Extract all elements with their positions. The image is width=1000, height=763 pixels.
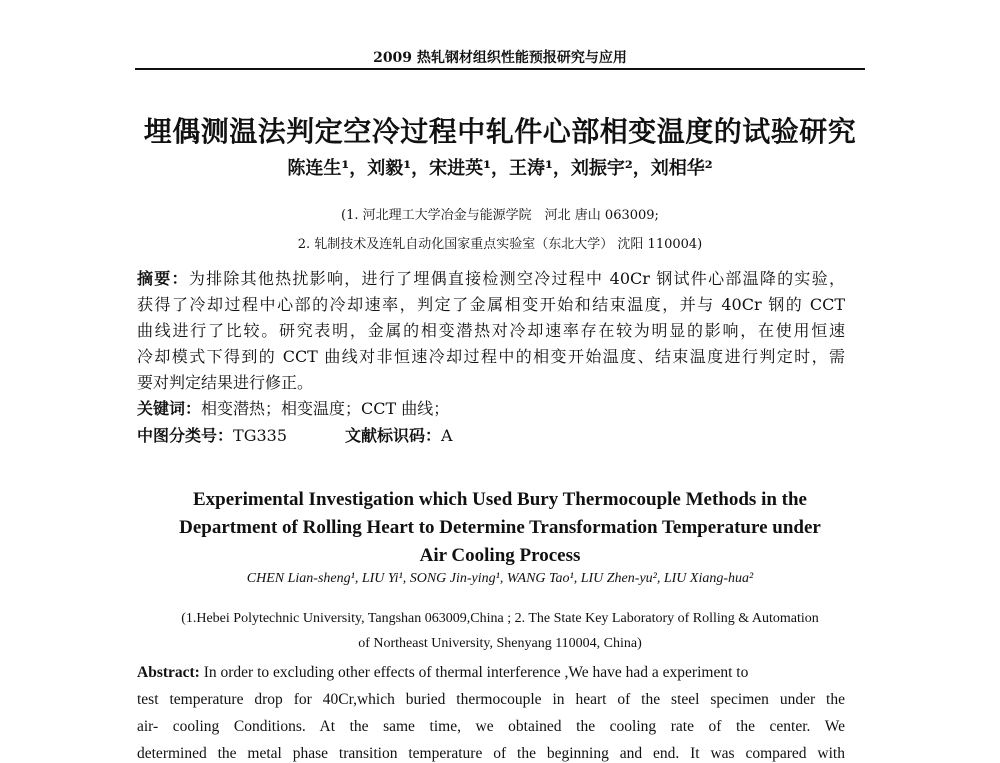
- abstract-en-line: [137, 664, 748, 682]
- affiliation-cn-1: (1. 河北理工大学冶金与能源学院 河北 唐山 063009;: [341, 208, 659, 223]
- keywords-cn: [137, 399, 449, 419]
- clc-number: [137, 426, 287, 446]
- abstract-en-line: test temperature drop for 40Cr,which buried thermocouple in heart of the steel specimen under the: [137, 691, 845, 708]
- affiliation-en-1: (1.Hebei Polytechnic University, Tangshan 063009,China ; 2. The State Key Laboratory of Rolling & Automation: [181, 611, 819, 626]
- title-en-line: Department of Rolling Heart to Determine Transformation Temperature under: [179, 517, 821, 538]
- abstract-cn-line: 冷却模式下得到的 CCT 曲线对非恒速冷却过程中的相变开始温度、结束温度进行判定时，需: [137, 347, 845, 366]
- abstract-en-line: determined the metal phase transition temperature of the beginning and end. It was compared with: [137, 745, 845, 762]
- title-en-line: Experimental Investigation which Used Bury Thermocouple Methods in the: [192, 489, 807, 510]
- authors-cn: 陈连生¹，刘毅¹，宋进英¹，王涛¹，刘振宇²，刘相华²: [287, 158, 713, 179]
- abstract-en-text: In order to excluding other effects of thermal interference ,We have had a experiment to: [199, 664, 749, 681]
- abstract-cn-text: 为排除其他热扰影响，进行了埋偶直接检测空冷过程中 40Cr 钢试件心部温降的实验，: [188, 269, 845, 288]
- title-cn: 埋偶测温法判定空冷过程中轧件心部相变温度的试验研究: [143, 115, 857, 148]
- authors-en: CHEN Lian-sheng¹, LIU Yi¹, SONG Jin-ying¹, WANG Tao¹, LIU Zhen-yu², LIU Xiang-hua²: [246, 571, 754, 586]
- clc-value: TG335: [233, 426, 288, 445]
- running-header: 2009 热轧钢材组织性能预报研究与应用: [373, 50, 627, 66]
- document-code: [345, 426, 453, 446]
- header-rule: [135, 68, 865, 70]
- abstract-en-line: air- cooling Conditions. At the same time, we obtained the cooling rate of the center. We: [137, 718, 845, 735]
- abstract-cn-line: 要对判定结果进行修正。: [137, 373, 314, 392]
- keywords-value: 相变潜热；相变温度；CCT 曲线；: [201, 399, 450, 418]
- keywords-label: 关键词：: [137, 399, 202, 418]
- abstract-en-label: Abstract:: [137, 664, 200, 681]
- affiliation-en-2: of Northeast University, Shenyang 110004, China): [358, 636, 642, 651]
- title-en-line: Air Cooling Process: [419, 545, 581, 566]
- doc-code-label: 文献标识码：: [345, 426, 442, 445]
- abstract-cn-label: 摘要：: [137, 269, 189, 288]
- abstract-cn-line: 曲线进行了比较。研究表明，金属的相变潜热对冷却速率存在较为明显的影响，在使用恒速: [137, 321, 845, 340]
- doc-code-value: A: [441, 426, 453, 445]
- abstract-cn-line: 获得了冷却过程中心部的冷却速率，判定了金属相变开始和结束温度，并与 40Cr 钢的 CCT: [137, 295, 845, 314]
- affiliation-cn-2: 2. 轧制技术及连轧自动化国家重点实验室（东北大学） 沈阳 110004): [297, 237, 703, 252]
- clc-label: 中图分类号：: [137, 426, 234, 445]
- abstract-cn-line: [137, 269, 845, 289]
